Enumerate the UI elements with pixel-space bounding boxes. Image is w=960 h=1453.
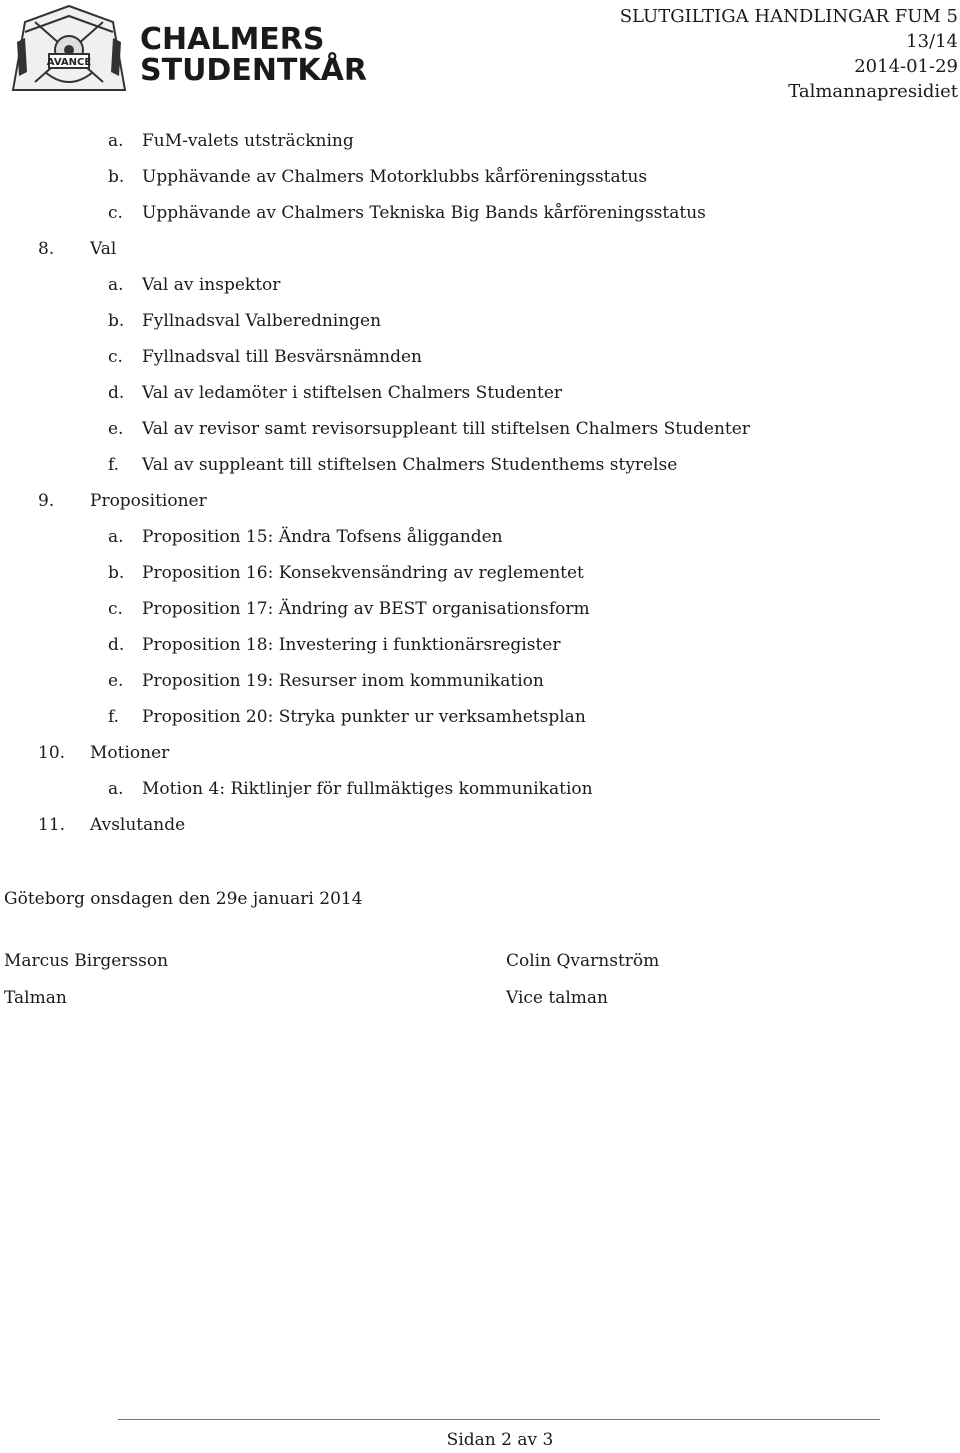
item-number: 9.: [38, 491, 55, 511]
logo-line-1: CHALMERS: [140, 22, 325, 57]
item-letter: d.: [108, 635, 125, 655]
item-letter: b.: [108, 167, 125, 187]
item-number: 8.: [38, 239, 55, 259]
page-header: [0, 0, 960, 110]
item-text: Val av ledamöter i stiftelsen Chalmers Studenter: [142, 383, 563, 403]
signer-1-name: Marcus Birgersson: [4, 951, 169, 971]
item-text: Upphävande av Chalmers Tekniska Big Bands kårföreningsstatus: [142, 203, 706, 223]
item-letter: c.: [108, 347, 123, 367]
item-letter: b.: [108, 311, 125, 331]
document-meta: [620, 4, 958, 104]
item-text: Fyllnadsval till Besvärsnämnden: [142, 347, 423, 367]
item-letter: e.: [108, 671, 124, 691]
document-date: 2014-01-29: [854, 56, 958, 77]
item-number: 10.: [38, 743, 66, 763]
item-text: Proposition 18: Investering i funktionärsregister: [142, 635, 561, 655]
item-text: Motion 4: Riktlinjer för fullmäktiges kommunikation: [142, 779, 593, 799]
item-letter: c.: [108, 203, 123, 223]
item-text: Val av revisor samt revisorsuppleant till stiftelsen Chalmers Studenter: [142, 419, 750, 439]
item-letter: b.: [108, 563, 125, 583]
signer-1-role: Talman: [4, 988, 67, 1008]
item-title: Avslutande: [90, 815, 186, 835]
item-number: 11.: [38, 815, 66, 835]
item-letter: c.: [108, 599, 123, 619]
page-number: Sidan 2 av 3: [446, 1430, 554, 1450]
item-title: Val: [90, 239, 117, 259]
item-letter: a.: [108, 779, 124, 799]
item-letter: f.: [108, 707, 120, 727]
item-text: Proposition 19: Resurser inom kommunikation: [142, 671, 544, 691]
footer-divider: [118, 1419, 880, 1420]
item-text: Upphävande av Chalmers Motorklubbs kårföreningsstatus: [142, 167, 648, 187]
item-text: Val av inspektor: [142, 275, 281, 295]
item-text: Proposition 20: Stryka punkter ur verksamhetsplan: [142, 707, 586, 727]
item-text: FuM-valets utsträckning: [142, 131, 354, 151]
seal-text: AVANCE: [46, 57, 92, 68]
item-letter: f.: [108, 455, 120, 475]
item-text: Fyllnadsval Valberedningen: [142, 311, 382, 331]
meeting-number: 13/14: [906, 31, 958, 52]
item-letter: d.: [108, 383, 125, 403]
signer-2-name: Colin Qvarnström: [506, 951, 660, 971]
page-footer: [0, 1430, 880, 1450]
item-letter: a.: [108, 527, 124, 547]
item-text: Proposition 17: Ändring av BEST organisationsform: [142, 599, 590, 619]
signer-2-role: Vice talman: [506, 988, 609, 1008]
item-letter: a.: [108, 131, 124, 151]
item-title: Motioner: [90, 743, 170, 763]
logo-line-2: STUDENTKÅR: [140, 53, 367, 88]
item-text: Proposition 16: Konsekvensändring av reglementet: [142, 563, 584, 583]
seal-icon: [5, 2, 133, 98]
document-author: Talmannapresidiet: [788, 81, 958, 102]
item-letter: a.: [108, 275, 124, 295]
item-letter: e.: [108, 419, 124, 439]
place-date: Göteborg onsdagen den 29e januari 2014: [4, 889, 363, 909]
item-text: Val av suppleant till stiftelsen Chalmers Studenthems styrelse: [142, 455, 678, 475]
item-text: Proposition 15: Ändra Tofsens åligganden: [142, 527, 503, 547]
document-title: SLUTGILTIGA HANDLINGAR FUM 5: [619, 6, 958, 27]
item-title: Propositioner: [90, 491, 207, 511]
chalmers-studentkar-logo: [5, 2, 367, 98]
